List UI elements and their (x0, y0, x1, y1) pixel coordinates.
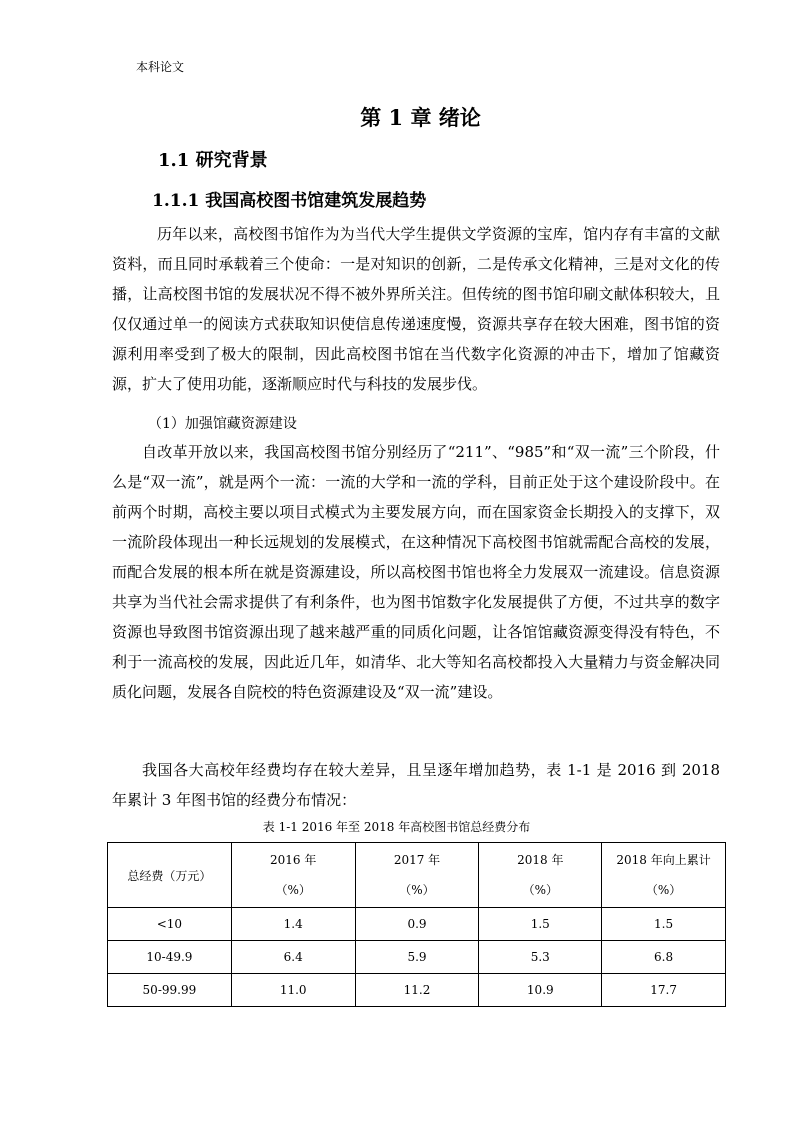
paragraph-funding (112, 755, 720, 815)
header-2017 (355, 843, 479, 908)
table-cell: <10 (108, 908, 232, 941)
table-cell: 10-49.9 (108, 941, 232, 974)
table-cell: 1.5 (602, 908, 726, 941)
paragraph-double-first-class (112, 437, 720, 707)
table-row (108, 908, 726, 941)
header-2017-year: 2017 年 (393, 853, 441, 867)
paragraph-double-first-class-text: 自改革开放以来，我国高校图书馆分别经历了“211”、“985”和“双一流”三个阶段，什么是“双一流”，就是两个一流：一流的大学和一流的学科，目前正处于这个建设阶段中。在前两个时期，高校主要以项目式模式为主要发展方向，而在国家资金长期投入的支撑下，双一流阶段体现出一种长远规划的发展模式，在这种情况下高校图书馆就需配合高校的发展，而配合发展的根本所在就是资源建设，所以高校图书馆也将全力发展双一流建设。信息资源共享为当代社会需求提供了有利条件，也为图书馆数字化发展提供了方便，不过共享的数字资源也导致图书馆资源出现了越来越严重的同质化问题，让各馆馆藏资源变得没有特色，不利于一流高校的发展，因此近几年，如清华、北大等知名高校都投入大量精力与资金解决同质化问题，发展各自院校的特色资源建设及“双一流”建设。 (112, 443, 720, 701)
table-cell: 50-99.99 (108, 974, 232, 1007)
table-caption: 表 1-1 2016 年至 2018 年高校图书馆总经费分布 (262, 820, 531, 834)
funding-table (107, 842, 726, 1007)
table-header-row (108, 843, 726, 908)
table-cell: 1.5 (479, 908, 602, 941)
table-cell: 1.4 (231, 908, 355, 941)
subsection-heading: 1.1.1 我国高校图书馆建筑发展趋势 (152, 191, 427, 211)
chapter-title: 第 1 章 绪论 (360, 105, 481, 130)
table-cell: 0.9 (355, 908, 479, 941)
header-2016-unit: （%） (275, 883, 311, 897)
header-2016 (231, 843, 355, 908)
header-total-funding-label: 总经费（万元） (127, 868, 212, 883)
header-total-funding (108, 843, 232, 908)
table-cell: 10.9 (479, 974, 602, 1007)
header-2016-year: 2016 年 (270, 853, 317, 867)
table-row (108, 974, 726, 1007)
section-heading: 1.1 研究背景 (158, 150, 268, 171)
table-row (108, 941, 726, 974)
table-cell: 6.8 (602, 941, 726, 974)
paragraph-intro (112, 219, 720, 399)
header-cumulative-unit: （%） (645, 883, 682, 897)
table-cell: 5.3 (479, 941, 602, 974)
table-cell: 17.7 (602, 974, 726, 1007)
paragraph-funding-text: 我国各大高校年经费均存在较大差异，且呈逐年增加趋势，表 1-1 是 2016 到 2018 年累计 3 年图书馆的经费分布情况： (112, 761, 720, 809)
table-cell: 6.4 (231, 941, 355, 974)
header-2018-unit: （%） (522, 883, 558, 897)
table-cell: 11.2 (355, 974, 479, 1007)
paragraph-intro-text: 历年以来，高校图书馆作为为当代大学生提供文学资源的宝库，馆内存有丰富的文献资料，而且同时承载着三个使命：一是对知识的创新，二是传承文化精神，三是对文化的传播，让高校图书馆的发展状况不得不被外界所关注。但传统的图书馆印刷文献体积较大，且仅仅通过单一的阅读方式获取知识使信息传递速度慢，资源共享存在较大困难，图书馆的资源利用率受到了极大的限制，因此高校图书馆在当代数字化资源的冲击下，增加了馆藏资源，扩大了使用功能，逐渐顺应时代与科技的发展步伐。 (112, 225, 720, 393)
header-cumulative-title: 2018 年向上累计 (616, 853, 711, 867)
table-cell: 11.0 (231, 974, 355, 1007)
subheading-collection-building: （1）加强馆藏资源建设 (148, 416, 297, 432)
header-2017-unit: （%） (399, 883, 435, 897)
header-2018 (479, 843, 602, 908)
header-2018-year: 2018 年 (517, 853, 564, 867)
running-header: 本科论文 (136, 60, 185, 74)
header-cumulative (602, 843, 726, 908)
table-cell: 5.9 (355, 941, 479, 974)
